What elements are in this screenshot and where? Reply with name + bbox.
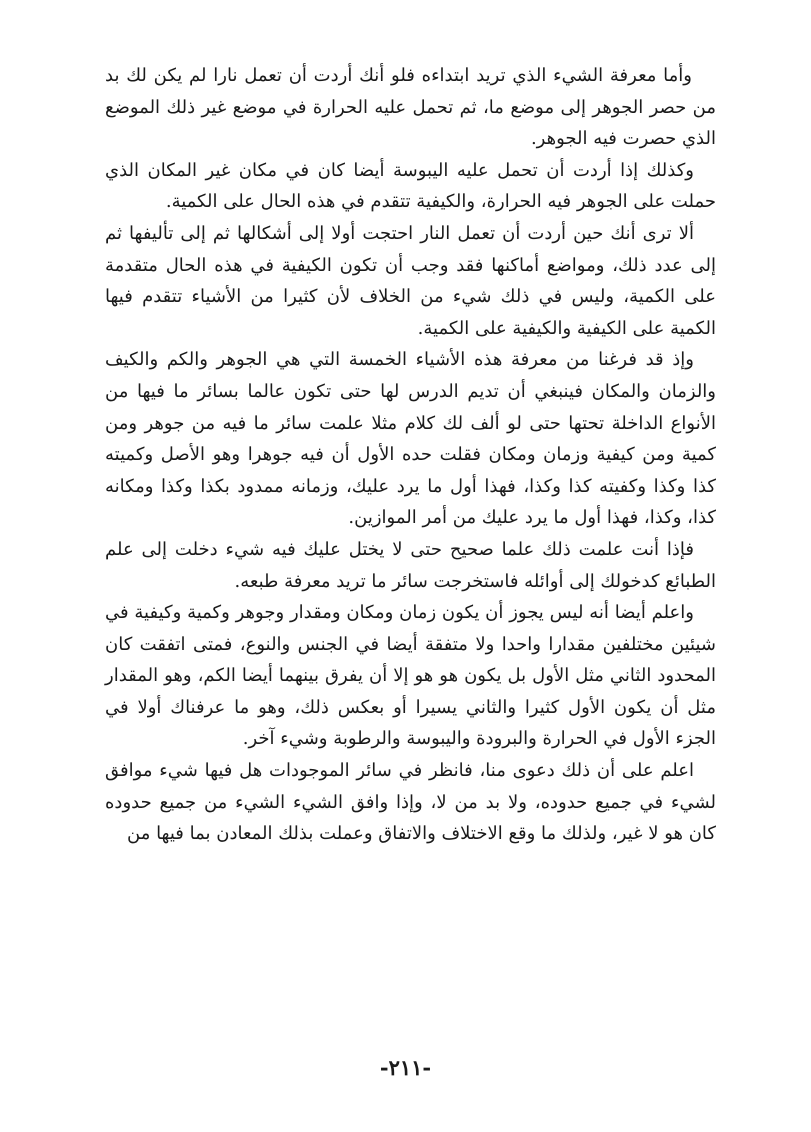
paragraph-1: وأما معرفة الشيء الذي تريد ابتداءه فلو أنك أردت أن تعمل نارا لم يكن لك بد من حصر الجوهر إلى موضع ما، ثم تحمل عليه الحرارة في موضع غير ذلك الموضع الذي حصرت فيه الجوهر. <box>105 65 716 150</box>
paragraph-6: واعلم أيضا أنه ليس يجوز أن يكون زمان ومكان ومقدار وجوهر وكمية وكيفية في شيئين مختلفين مقدارا واحدا ولا متفقة أيضا في الجنس والنوع، فمتى اتفقت كان المحدود الثاني مثل الأول بل يكون هو هو إلا أن يفرق بينهما أيضا الكم، وهو المقدار مثل أن يكون الأول كثيرا والثاني يسيرا أو بعكس ذلك، وهو ما عرفناك أولا في الجزء الأول في الحرارة والبرودة واليبوسة والرطوبة وشيء آخر. <box>105 602 716 750</box>
book-page-body <box>105 60 716 850</box>
page-number: -٢١١- <box>379 1055 432 1080</box>
paragraph-2: وكذلك إذا أردت أن تحمل عليه اليبوسة أيضا كان في مكان غير المكان الذي حملت على الجوهر فيه الحرارة، والكيفية تتقدم في هذه الحال على الكمية. <box>105 159 716 213</box>
paragraph-5: فإذا أنت علمت ذلك علما صحيح حتى لا يختل عليك فيه شيء دخلت إلى علم الطبائع كدخولك إلى أوائله فاستخرجت سائر ما تريد معرفة طبعه. <box>105 538 716 592</box>
paragraph-3: ألا ترى أنك حين أردت أن تعمل النار احتجت أولا إلى أشكالها ثم إلى تأليفها ثم إلى عدد ذلك، ومواضع أماكنها فقد وجب أن تكون الكيفية في هذه الحال متقدمة على الكمية، وليس في ذلك شيء من الخلاف لأن كثيرا من الأشياء تتقدم فيها الكمية على الكيفية والكيفية على الكمية. <box>105 222 716 339</box>
paragraph-7: اعلم على أن ذلك دعوى منا، فانظر في سائر الموجودات هل فيها شيء موافق لشيء في جميع حدوده، ولا بد من لا، وإذا وافق الشيء الشيء من جميع حدوده كان هو لا غير، ولذلك ما وقع الاختلاف والاتفاق وعملت بذلك المعادن بما فيها من <box>105 760 716 845</box>
paragraph-4: وإذ قد فرغنا من معرفة هذه الأشياء الخمسة التي هي الجوهر والكم والكيف والزمان والمكان فينبغي أن تديم الدرس لها حتى تكون عالما بسائر ما فيها من الأنواع الداخلة تحتها حتى لو ألف لك كلام مثلا علمت سائر ما فيه من جوهر ومن كمية ومن كيفية وزمان ومكان فقلت حده الأول أن فيه جوهرا وهو الأصل وكميته كذا وكذا وكفيته كذا وكذا، فهذا أول ما يرد عليك، وزمانه ممدود بكذا وكذا ومكانه كذا، وكذا، فهذا أول ما يرد عليك من أمر الموازين. <box>105 349 716 529</box>
